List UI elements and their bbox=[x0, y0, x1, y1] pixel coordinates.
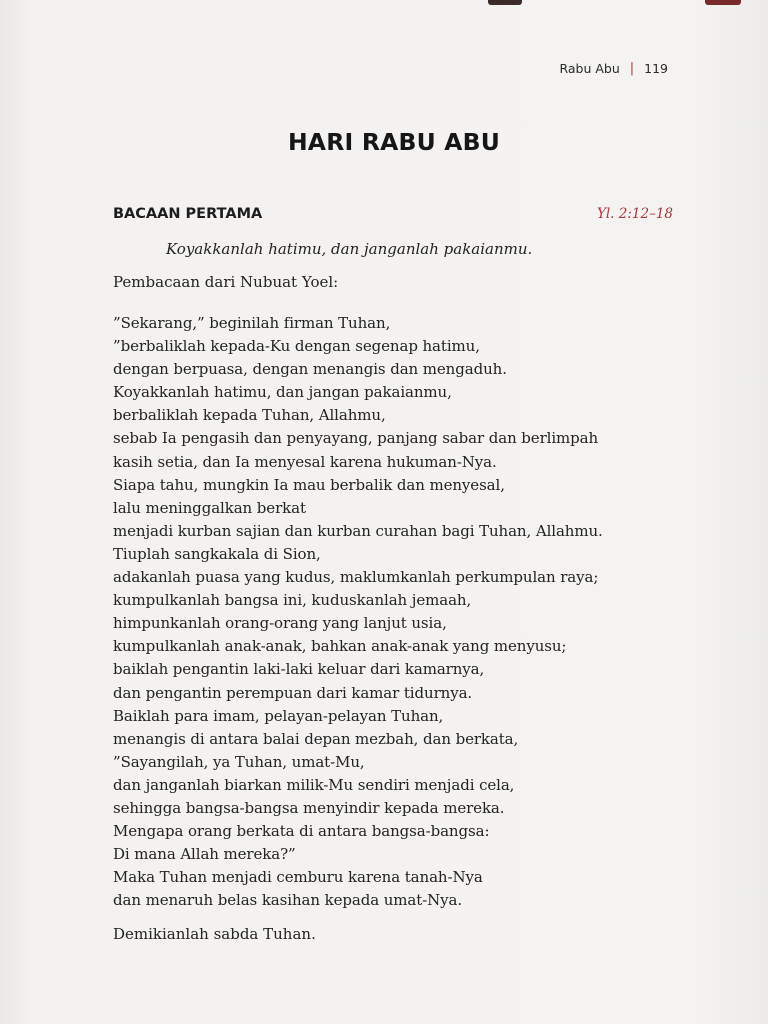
verse-line: Koyakkanlah hatimu, dan jangan pakaianmu, bbox=[113, 383, 452, 402]
verse-line: ”Sayangilah, ya Tuhan, umat-Mu, bbox=[113, 752, 365, 771]
verse-line: baiklah pengantin laki-laki keluar dari kamarnya, bbox=[113, 660, 485, 679]
lead-verse: Koyakkanlah hatimu, dan janganlah pakaianmu. bbox=[166, 240, 533, 258]
page-number: 119 bbox=[644, 61, 668, 76]
verse-line: Di mana Allah mereka?” bbox=[113, 845, 296, 864]
top-edge-mark bbox=[705, 0, 741, 5]
reading-heading bbox=[113, 206, 673, 222]
verse-line: dengan berpuasa, dengan menangis dan mengaduh. bbox=[113, 360, 507, 379]
verse-line: Mengapa orang berkata di antara bangsa-bangsa: bbox=[113, 822, 490, 841]
verse-line: sehingga bangsa-bangsa menyindir kepada mereka. bbox=[113, 799, 505, 818]
verse-line: dan pengantin perempuan dari kamar tidurnya. bbox=[113, 683, 473, 702]
verse-line: menjadi kurban sajian dan kurban curahan bagi Tuhan, Allahmu. bbox=[113, 521, 603, 540]
reading-label: BACAAN PERTAMA bbox=[113, 206, 263, 222]
running-header-section: Rabu Abu bbox=[559, 61, 620, 76]
verse-line: kasih setia, dan Ia menyesal karena hukuman-Nya. bbox=[113, 452, 497, 471]
verse-line: kumpulkanlah bangsa ini, kuduskanlah jemaah, bbox=[113, 591, 472, 610]
verse-line: Siapa tahu, mungkin Ia mau berbalik dan menyesal, bbox=[113, 475, 505, 494]
verse-line: himpunkanlah orang-orang yang lanjut usia, bbox=[113, 614, 447, 633]
verse-line: kumpulkanlah anak-anak, bahkan anak-anak yang menyusu; bbox=[113, 637, 567, 656]
verse-line: ”Sekarang,” beginilah firman Tuhan, bbox=[113, 314, 391, 332]
verse-line: lalu meninggalkan berkat bbox=[113, 498, 306, 517]
verse-line: berbaliklah kepada Tuhan, Allahmu, bbox=[113, 406, 386, 425]
stanza-2 bbox=[113, 543, 598, 913]
verse-line: Baiklah para imam, pelayan-pelayan Tuhan, bbox=[113, 706, 444, 725]
verse-line: dan janganlah biarkan milik-Mu sendiri menjadi cela, bbox=[113, 775, 515, 794]
scripture-reference: Yl. 2:12–18 bbox=[596, 206, 673, 222]
stanza-1 bbox=[113, 312, 603, 543]
verse-line: menangis di antara balai depan mezbah, dan berkata, bbox=[113, 729, 519, 748]
closing-line: Demikianlah sabda Tuhan. bbox=[113, 925, 316, 943]
verse-line: Tiuplah sangkakala di Sion, bbox=[113, 545, 321, 563]
header-separator: | bbox=[629, 61, 635, 76]
verse-line: dan menaruh belas kasihan kepada umat-Nya. bbox=[113, 891, 463, 910]
page-title: HARI RABU ABU bbox=[287, 128, 501, 156]
verse-line: adakanlah puasa yang kudus, maklumkanlah perkumpulan raya; bbox=[113, 568, 599, 587]
verse-line: ”berbaliklah kepada-Ku dengan segenap hatimu, bbox=[113, 337, 480, 356]
verse-line: sebab Ia pengasih dan penyayang, panjang sabar dan berlimpah bbox=[113, 429, 599, 448]
running-header bbox=[559, 61, 668, 76]
verse-line: Maka Tuhan menjadi cemburu karena tanah-Nya bbox=[113, 868, 483, 887]
reading-intro: Pembacaan dari Nubuat Yoel: bbox=[113, 273, 339, 291]
top-edge-mark bbox=[488, 0, 522, 5]
